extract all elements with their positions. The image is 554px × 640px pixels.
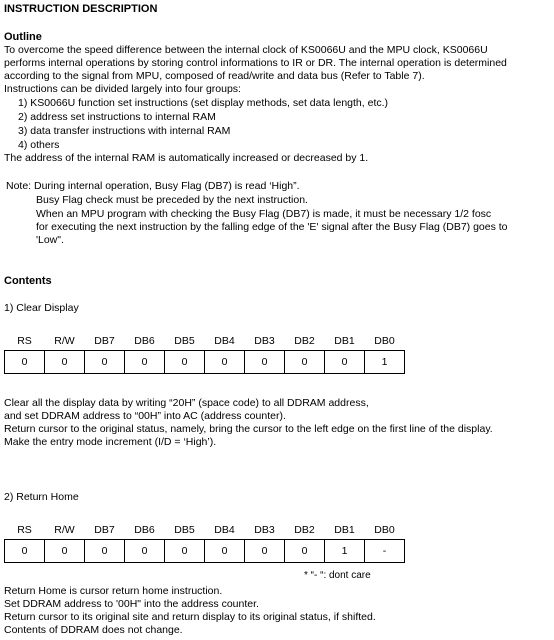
bit-cell: 0 (125, 351, 165, 374)
return-home-desc: Set DDRAM address to '00H" into the address counter. (4, 598, 259, 610)
return-home-desc: Contents of DDRAM does not change. (4, 624, 183, 636)
bit-cell: 1 (365, 351, 405, 374)
contents-heading: Contents (4, 275, 52, 287)
note-line: Busy Flag check must be preceded by the next instruction. (36, 194, 308, 206)
bit-cell: 0 (165, 540, 205, 563)
column-header: DB6 (134, 335, 155, 347)
bit-cell: - (365, 540, 405, 563)
group-item: 1) KS0066U function set instructions (set display methods, set data length, etc.) (18, 97, 389, 109)
note-line: When an MPU program with checking the Busy Flag (DB7) is made, it must be necessary 1/2 fosc (36, 208, 492, 220)
section-title-clear-display: 1) Clear Display (4, 302, 79, 314)
bit-cell: 0 (205, 540, 245, 563)
column-header: DB2 (294, 524, 315, 536)
group-item: 3) data transfer instructions with internal RAM (18, 125, 231, 137)
column-header: DB3 (254, 335, 275, 347)
column-header: DB3 (254, 524, 275, 536)
column-header: DB0 (374, 524, 395, 536)
bit-cell: 0 (5, 540, 45, 563)
column-header: RS (17, 524, 32, 536)
column-header: DB1 (334, 335, 355, 347)
clear-display-desc: Return cursor to the original status, namely, bring the cursor to the left edge on the first line of the display. (4, 423, 493, 435)
bit-cell: 0 (165, 351, 205, 374)
column-header: DB6 (134, 524, 155, 536)
column-header: DB7 (94, 524, 115, 536)
clear-display-register-table (4, 332, 405, 374)
bit-cell: 0 (205, 351, 245, 374)
bit-cell: 0 (245, 351, 285, 374)
note-line: 'Low". (36, 234, 64, 246)
bit-cell: 0 (45, 351, 85, 374)
outline-line: Instructions can be divided largely into four groups: (4, 83, 241, 95)
outline-after: The address of the internal RAM is automatically increased or decreased by 1. (4, 152, 369, 164)
bit-cell: 0 (45, 540, 85, 563)
column-header: DB1 (334, 524, 355, 536)
column-header: DB2 (294, 335, 315, 347)
outline-heading: Outline (4, 31, 42, 43)
clear-display-desc: and set DDRAM address to “00H” into AC (address counter). (4, 410, 286, 422)
group-item: 4) others (18, 139, 60, 151)
outline-line: To overcome the speed difference between the internal clock of KS0066U and the MPU clock, KS0066U (4, 44, 488, 56)
page-title: INSTRUCTION DESCRIPTION (4, 3, 158, 15)
bit-cell: 1 (325, 540, 365, 563)
dont-care-footnote: * “- “: dont care (304, 570, 371, 581)
return-home-register-table (4, 521, 405, 563)
bit-cell: 0 (85, 351, 125, 374)
column-header: DB4 (214, 524, 235, 536)
column-header: R/W (54, 335, 75, 347)
column-header: DB0 (374, 335, 395, 347)
bit-cell: 0 (245, 540, 285, 563)
bit-cell: 0 (125, 540, 165, 563)
clear-display-desc: Make the entry mode increment (I/D = ‘High’). (4, 436, 217, 448)
outline-line: performs internal operations by storing control informations to IR or DR. The internal operation is determined (4, 57, 507, 69)
bit-cell: 0 (285, 540, 325, 563)
outline-line: according to the signal from MPU, composed of read/write and data bus (Refer to Table 7). (4, 70, 425, 82)
section-title-return-home: 2) Return Home (4, 491, 79, 503)
clear-display-desc: Clear all the display data by writing “20H” (space code) to all DDRAM address, (4, 397, 369, 409)
return-home-desc: Return Home is cursor return home instruction. (4, 585, 223, 597)
column-header: DB4 (214, 335, 235, 347)
column-header: DB7 (94, 335, 115, 347)
column-header: DB5 (174, 524, 195, 536)
bit-cell: 0 (285, 351, 325, 374)
column-header: DB5 (174, 335, 195, 347)
column-header: RS (17, 335, 32, 347)
column-header: R/W (54, 524, 75, 536)
note-label: Note: During internal operation, Busy Flag (DB7) is read ‘High”. (6, 180, 300, 192)
return-home-desc: Return cursor to its original site and return display to its original status, if shifted. (4, 611, 376, 623)
group-item: 2) address set instructions to internal RAM (18, 111, 216, 123)
bit-cell: 0 (5, 351, 45, 374)
note-line: for executing the next instruction by the falling edge of the 'E' signal after the Busy Flag (DB7) goes to (36, 221, 508, 233)
bit-cell: 0 (325, 351, 365, 374)
bit-cell: 0 (85, 540, 125, 563)
